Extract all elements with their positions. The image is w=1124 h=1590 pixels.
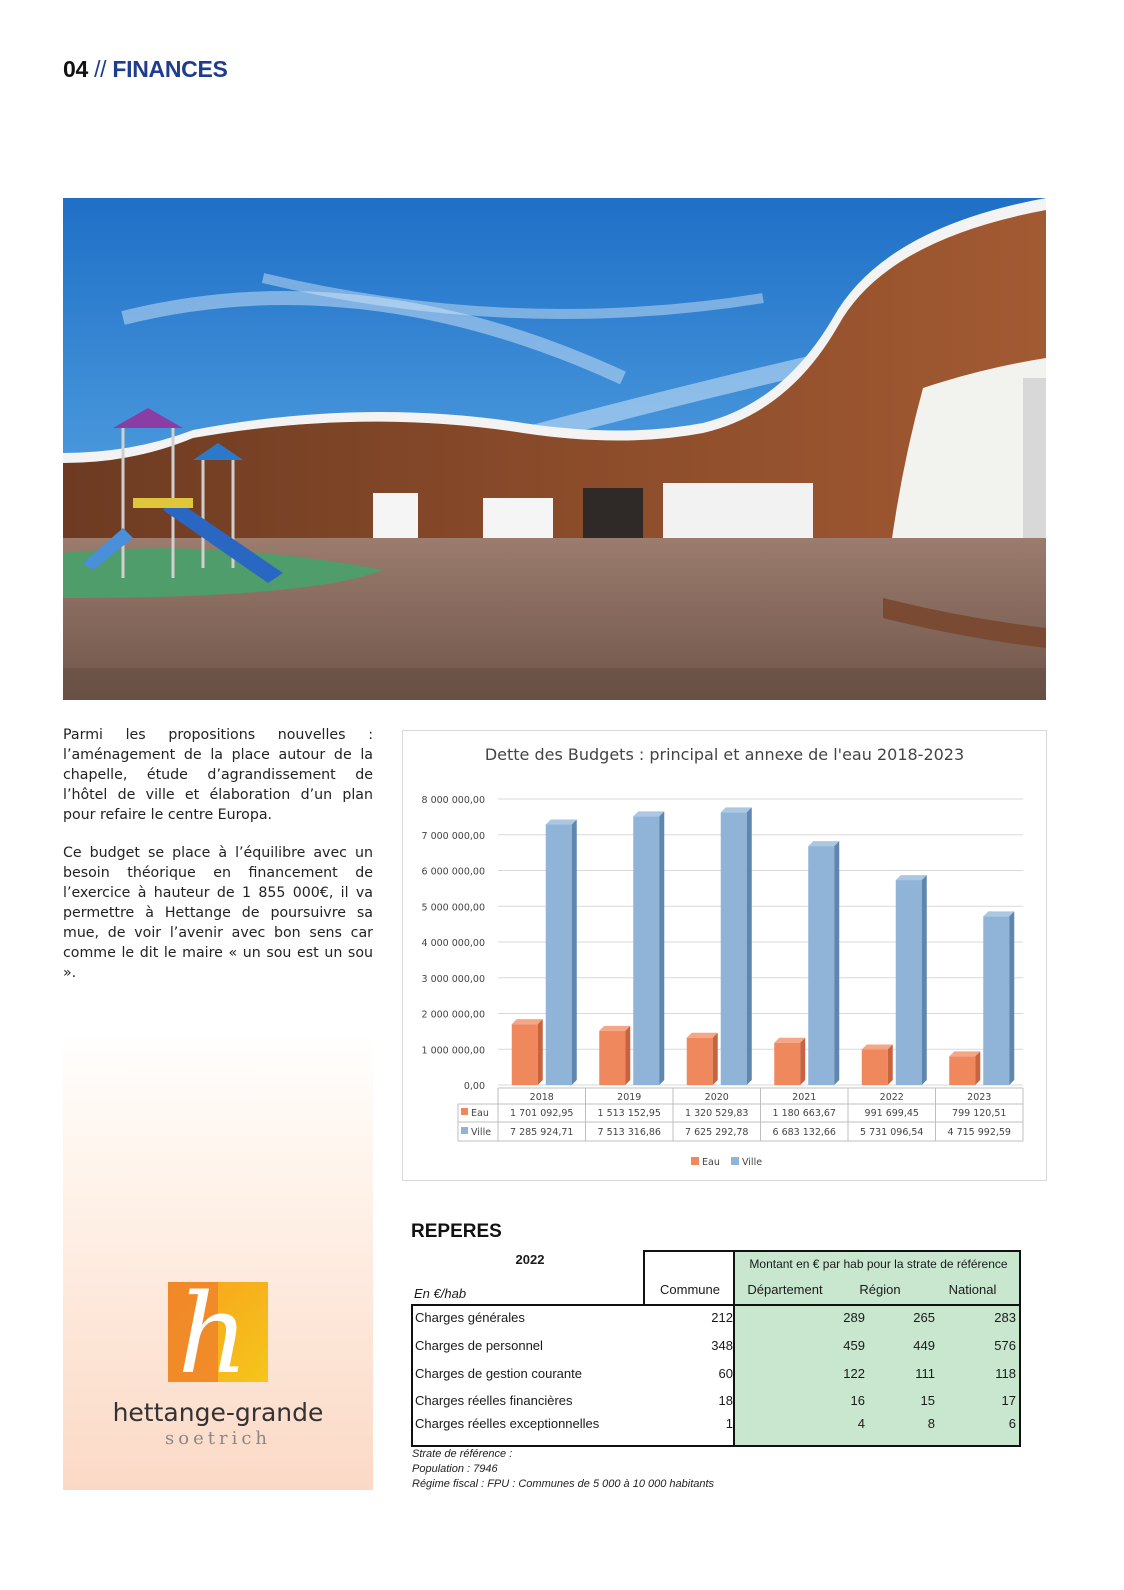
- data-label-ville: 4 715 992,59: [947, 1127, 1011, 1138]
- reperes-row: [415, 1366, 1019, 1388]
- value-national: 283: [994, 1310, 1016, 1325]
- bar-top-ville: [808, 841, 839, 846]
- legend-label: Eau: [702, 1157, 720, 1168]
- bar-ville: [546, 825, 572, 1085]
- bar-top-eau: [862, 1045, 893, 1050]
- bar-top-eau: [599, 1026, 630, 1031]
- bar-eau: [512, 1024, 538, 1085]
- legend-key-eau: [691, 1157, 699, 1165]
- bar-top-eau: [949, 1051, 980, 1056]
- data-label-eau: 1 701 092,95: [510, 1108, 574, 1119]
- bar-top-ville: [721, 807, 752, 812]
- bar-side-eau: [538, 1019, 543, 1085]
- reperes-row: [415, 1416, 1019, 1438]
- data-label-eau: 799 120,51: [952, 1108, 1007, 1119]
- footnote-regime: Régime fiscal : FPU : Communes de 5 000 à 10 000 habitants: [412, 1478, 715, 1490]
- bar-eau: [949, 1056, 975, 1085]
- data-label-eau: 1 320 529,83: [685, 1108, 749, 1119]
- value-region: 265: [913, 1310, 935, 1325]
- bar-side-ville: [922, 875, 927, 1085]
- category-label: 2019: [617, 1092, 642, 1103]
- bar-top-ville: [983, 911, 1014, 916]
- value-region: 15: [920, 1393, 935, 1408]
- reperes-unit: En €/hab: [414, 1286, 467, 1301]
- row-label: Charges de personnel: [415, 1338, 543, 1353]
- debt-chart: [402, 730, 1047, 1181]
- value-departement: 122: [843, 1366, 865, 1381]
- bar-ville: [633, 816, 659, 1085]
- section-title: FINANCES: [112, 56, 228, 82]
- table-series-name: Eau: [471, 1108, 489, 1119]
- column-departement: Département: [747, 1282, 823, 1297]
- y-tick-label: 0,00: [463, 1081, 485, 1092]
- bar-eau: [599, 1031, 625, 1085]
- data-label-eau: 1 513 152,95: [597, 1108, 661, 1119]
- bar-side-ville: [659, 811, 664, 1085]
- column-commune: Commune: [660, 1282, 720, 1297]
- chart-title: Dette des Budgets : principal et annexe de l'eau 2018-2023: [484, 745, 965, 764]
- bar-top-ville: [633, 811, 664, 816]
- footnote-population: Population : 7946: [412, 1463, 498, 1475]
- bar-ville: [721, 812, 747, 1085]
- value-commune: 212: [711, 1310, 733, 1325]
- category-label: 2021: [792, 1092, 817, 1103]
- y-tick-label: 1 000 000,00: [421, 1045, 485, 1057]
- reperes-row: [415, 1310, 1019, 1332]
- row-label: Charges réelles financières: [415, 1393, 573, 1408]
- data-label-ville: 7 285 924,71: [510, 1127, 574, 1138]
- legend-key-ville: [731, 1157, 739, 1165]
- value-national: 6: [1008, 1416, 1016, 1431]
- legend-label: Ville: [742, 1157, 763, 1168]
- column-national: National: [948, 1282, 997, 1297]
- data-label-eau: 991 699,45: [864, 1108, 919, 1119]
- bar-ville: [896, 880, 922, 1085]
- value-commune: 18: [718, 1393, 733, 1408]
- y-tick-label: 8 000 000,00: [421, 795, 485, 806]
- reperes-montant-header: Montant en € par hab pour la strate de référence: [749, 1257, 1008, 1271]
- row-label: Charges réelles exceptionnelles: [415, 1416, 600, 1431]
- page-header: [63, 56, 228, 83]
- reperes-title: REPERES: [411, 1221, 502, 1242]
- y-tick-label: 3 000 000,00: [421, 973, 485, 985]
- value-departement: 459: [843, 1338, 865, 1353]
- category-label: 2022: [879, 1092, 904, 1103]
- intro-paragraph-1: Parmi les propositions nouvelles : l’aménagement de la place autour de la chapelle, étude d’agrandissement de l’hôtel de ville et élaboration d’un plan pour refaire le centre Europa.: [63, 727, 373, 823]
- column-region: Région: [859, 1282, 901, 1297]
- y-tick-label: 6 000 000,00: [421, 866, 485, 878]
- data-label-ville: 6 683 132,66: [772, 1127, 836, 1138]
- page-number: 04: [63, 56, 88, 82]
- row-label: Charges générales: [415, 1310, 525, 1325]
- reperes-row: [415, 1393, 1019, 1415]
- bar-top-ville: [896, 875, 927, 880]
- table-series-name: Ville: [471, 1127, 492, 1138]
- bar-side-ville: [572, 820, 577, 1085]
- bar-side-ville: [747, 807, 752, 1085]
- logo-subname: soetrich: [165, 1428, 271, 1449]
- chart-plot: [403, 731, 1046, 1180]
- value-departement: 4: [857, 1416, 865, 1431]
- reperes-row: [415, 1338, 1019, 1360]
- logo-name: hettange-grande: [112, 1398, 324, 1427]
- y-tick-label: 4 000 000,00: [421, 938, 485, 949]
- logo-letter: h: [177, 1270, 249, 1398]
- bar-side-eau: [975, 1051, 980, 1085]
- value-departement: 289: [843, 1310, 865, 1325]
- bar-top-eau: [774, 1038, 805, 1043]
- value-departement: 16: [850, 1393, 865, 1408]
- footnote-strate: Strate de référence :: [412, 1448, 513, 1460]
- bar-side-eau: [888, 1045, 893, 1085]
- y-tick-label: 2 000 000,00: [421, 1009, 485, 1021]
- value-region: 449: [913, 1338, 935, 1353]
- bar-side-eau: [800, 1038, 805, 1085]
- bar-ville: [808, 846, 834, 1085]
- value-national: 576: [994, 1338, 1016, 1353]
- value-commune: 348: [711, 1338, 733, 1353]
- bar-eau: [862, 1050, 888, 1085]
- header-separator: //: [94, 56, 107, 82]
- y-tick-label: 5 000 000,00: [421, 902, 485, 914]
- category-label: 2020: [704, 1092, 729, 1103]
- bar-top-eau: [512, 1019, 543, 1024]
- table-key-ville: [461, 1127, 468, 1134]
- category-label: 2023: [967, 1092, 992, 1103]
- intro-paragraph-2: Ce budget se place à l’équilibre avec un besoin théorique en financement de l’exercice à hauteur de 1 855 000€, il va permettre à Hettange de poursuivre sa mue, de voir l’avenir avec bon sens car comme le dit le maire « un sou est un sou ».: [63, 845, 373, 981]
- bar-side-eau: [713, 1033, 718, 1085]
- bar-eau: [687, 1038, 713, 1085]
- value-national: 118: [995, 1366, 1016, 1381]
- bar-side-ville: [834, 841, 839, 1085]
- value-region: 8: [927, 1416, 935, 1431]
- intro-text: [63, 725, 373, 1001]
- bar-top-eau: [687, 1033, 718, 1038]
- value-commune: 60: [718, 1366, 733, 1381]
- category-label: 2018: [529, 1092, 554, 1103]
- bar-eau: [774, 1043, 800, 1085]
- school-photo: [63, 198, 1046, 700]
- photo-illustration: [63, 198, 1046, 700]
- data-label-ville: 7 625 292,78: [685, 1127, 749, 1138]
- value-national: 17: [1001, 1393, 1016, 1408]
- row-label: Charges de gestion courante: [415, 1366, 582, 1381]
- bar-side-eau: [625, 1026, 630, 1085]
- logo-panel: [63, 1030, 373, 1490]
- data-label-eau: 1 180 663,67: [772, 1108, 836, 1119]
- bar-top-ville: [546, 820, 577, 825]
- y-tick-label: 7 000 000,00: [421, 830, 485, 842]
- bar-side-ville: [1009, 911, 1014, 1085]
- value-region: 111: [915, 1366, 935, 1381]
- reperes-year: 2022: [515, 1252, 545, 1267]
- bar-ville: [983, 916, 1009, 1085]
- data-label-ville: 7 513 316,86: [597, 1127, 661, 1138]
- data-label-ville: 5 731 096,54: [860, 1127, 924, 1138]
- value-commune: 1: [725, 1416, 733, 1431]
- table-key-eau: [461, 1108, 468, 1115]
